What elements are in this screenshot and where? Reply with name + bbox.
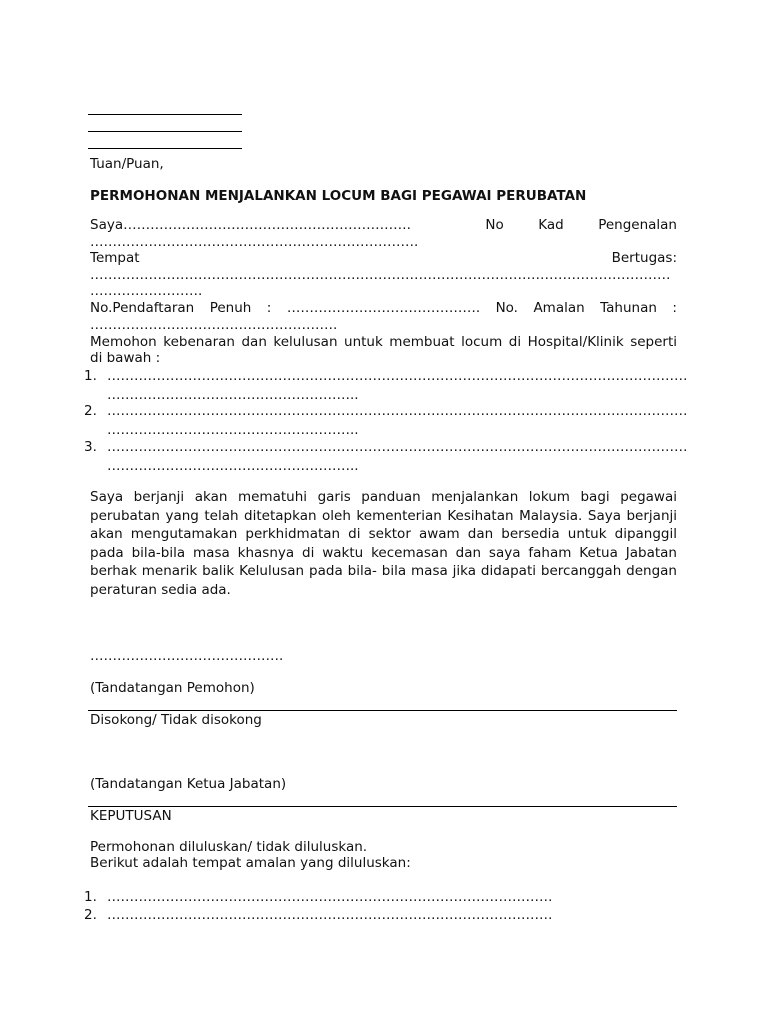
decision-note: Berikut adalah tempat amalan yang diluluskan: xyxy=(90,855,411,871)
request-word: kelulusan xyxy=(273,334,338,350)
request-word: Memohon xyxy=(90,334,157,350)
request-word: untuk xyxy=(344,334,383,350)
pledge-paragraph: Saya berjanji akan mematuhi garis panduan menjalankan lokum bagi pegawai perubatan yang telah ditetapkan oleh kementerian Kesihatan Malaysia. Saya berjanji akan mengutamakan perkhidmatan di sektor awam dan bersedia untuk dipanggil pada bila-bila masa khasnya di waktu kecemasan dan saya faham Ketua Jabatan berhak menarik balik Kelulusan pada bila- bila masa jika didapati bercanggah dengan peraturan sedia ada. xyxy=(90,489,677,598)
practice-label-3: Tahunan xyxy=(600,300,657,316)
salutation: Tuan/Puan, xyxy=(90,156,164,172)
workplace-label-2: Bertugas: xyxy=(611,250,677,266)
locum-item-field: ………………………………………………………………………………………………………………… xyxy=(107,403,688,419)
practice-colon: : xyxy=(672,300,677,316)
locum-item-field-cont: ……………………………………………….. xyxy=(107,422,359,438)
name-ic-line xyxy=(90,217,677,233)
ic-label-kad: Kad xyxy=(538,217,564,233)
ic-label-no: No xyxy=(485,217,504,233)
request-word: dan xyxy=(241,334,267,350)
decision-heading: KEPUTUSAN xyxy=(90,808,172,824)
approved-item-number: 2. xyxy=(84,907,97,923)
workplace-field-2: ……………………. xyxy=(90,283,203,299)
request-word: kebenaran xyxy=(163,334,235,350)
workplace-line xyxy=(90,250,677,266)
reg-label-1: No.Pendaftaran xyxy=(90,300,195,316)
support-status: Disokong/ Tidak disokong xyxy=(90,712,262,728)
ic-label-pengenalan: Pengenalan xyxy=(598,217,677,233)
section-divider xyxy=(88,710,677,711)
locum-item-field: ………………………………………………………………………………………………………………… xyxy=(107,439,688,455)
ic-number-field: ………………………………………………………………. xyxy=(90,234,419,250)
request-word: locum xyxy=(461,334,503,350)
locum-item-number: 1. xyxy=(84,368,97,384)
reg-label-2: Penuh xyxy=(209,300,252,316)
document-title: PERMOHONAN MENJALANKAN LOCUM BAGI PEGAWAI PERUBATAN xyxy=(90,188,587,204)
address-line-1 xyxy=(88,114,242,115)
locum-item-field-cont: ……………………………………………….. xyxy=(107,458,359,474)
request-line-1 xyxy=(90,334,677,350)
request-text-2: di bawah : xyxy=(90,350,161,366)
approved-item-field: ……………………………………………………………………………………… xyxy=(107,907,553,923)
address-line-2 xyxy=(88,131,242,132)
applicant-signature-label: (Tandatangan Pemohon) xyxy=(90,680,255,696)
practice-label-1: No. xyxy=(495,300,518,316)
registration-line xyxy=(90,300,677,316)
reg-colon: : xyxy=(266,300,272,316)
head-signature-label: (Tandatangan Ketua Jabatan) xyxy=(90,776,287,792)
request-word: seperti xyxy=(630,334,677,350)
workplace-label: Tempat xyxy=(90,250,140,266)
request-word: di xyxy=(508,334,522,350)
request-word: Hospital/Klinik xyxy=(527,334,624,350)
request-word: membuat xyxy=(389,334,455,350)
section-divider xyxy=(88,806,677,807)
signature-field: ……………………………………. xyxy=(90,648,284,664)
practice-label-2: Amalan xyxy=(533,300,585,316)
locum-item-number: 3. xyxy=(84,439,97,455)
locum-item-field: ………………………………………………………………………………………………………………… xyxy=(107,368,688,384)
approved-item-number: 1. xyxy=(84,889,97,905)
workplace-field-1: ………………………………………………………………………………………………………………… xyxy=(90,267,671,283)
address-line-3 xyxy=(88,148,242,149)
locum-item-field-cont: ……………………………………………….. xyxy=(107,387,359,403)
name-field: Saya………………………………………………………. xyxy=(90,217,411,233)
decision-status: Permohonan diluluskan/ tidak diluluskan. xyxy=(90,839,368,855)
registration-field: ……………………………………. xyxy=(286,300,481,316)
annual-practice-field: ………………………………………………. xyxy=(90,317,338,333)
approved-item-field: ……………………………………………………………………………………… xyxy=(107,889,553,905)
locum-item-number: 2. xyxy=(84,403,97,419)
